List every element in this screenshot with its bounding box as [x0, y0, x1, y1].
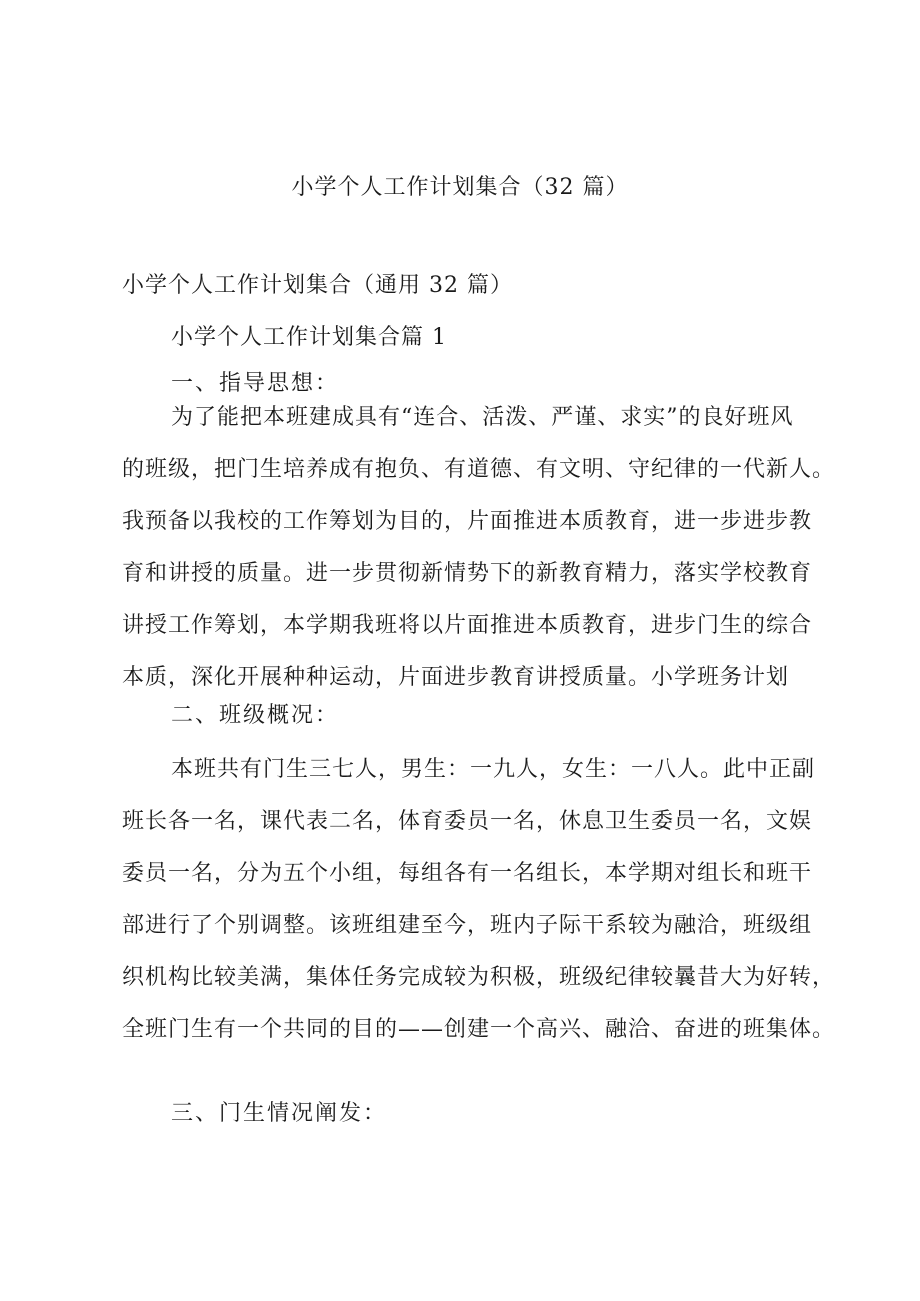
section-heading-guiding-ideology: 一、指导思想：: [171, 371, 340, 396]
document-title: 小学个人工作计划集合（32 篇）: [291, 175, 629, 200]
paragraph-line: 本质，深化开展种种运动，片面进步教育讲授质量。小学班务计划: [122, 665, 790, 690]
paragraph-line: 为了能把本班建成具有“连合、活泼、严谨、求实”的良好班风: [171, 405, 794, 430]
section-paragraph-guiding-ideology: [122, 392, 840, 704]
paragraph-line: 我预备以我校的工作筹划为目的，片面推进本质教育，进一步进步教: [122, 509, 813, 534]
paragraph-line: 部进行了个别调整。该班组建至今，班内子际干系较为融洽，班级组: [122, 913, 813, 938]
paragraph-line: 育和讲授的质量。进一步贯彻新情势下的新教育精力，落实学校教育: [122, 561, 813, 586]
section-paragraph-class-overview: [122, 744, 840, 1056]
paragraph-line: 全班门生有一个共同的目的——创建一个高兴、融洽、奋进的班集体。: [122, 1017, 836, 1042]
paragraph-line: 班长各一名，课代表二名，体育委员一名，休息卫生委员一名，文娱: [122, 809, 813, 834]
paragraph-line: 本班共有门生三七人，男生：一九人，女生：一八人。此中正副: [171, 757, 816, 782]
paragraph-line: 委员一名，分为五个小组，每组各有一名组长，本学期对组长和班干: [122, 861, 813, 886]
section-heading-student-situation: 三、门生情况阐发：: [171, 1101, 388, 1126]
collection-title: 小学个人工作计划集合（通用 32 篇）: [122, 273, 513, 298]
chapter-title: 小学个人工作计划集合篇 1: [171, 325, 447, 350]
section-heading-class-overview: 二、班级概况：: [171, 703, 340, 728]
paragraph-line: 讲授工作筹划，本学期我班将以片面推进本质教育，进步门生的综合: [122, 613, 813, 638]
paragraph-line: 的班级，把门生培养成有抱负、有道德、有文明、守纪律的一代新人。: [122, 457, 836, 482]
paragraph-line: 织机构比较美满，集体任务完成较为积极，班级纪律较曩昔大为好转，: [122, 965, 836, 990]
